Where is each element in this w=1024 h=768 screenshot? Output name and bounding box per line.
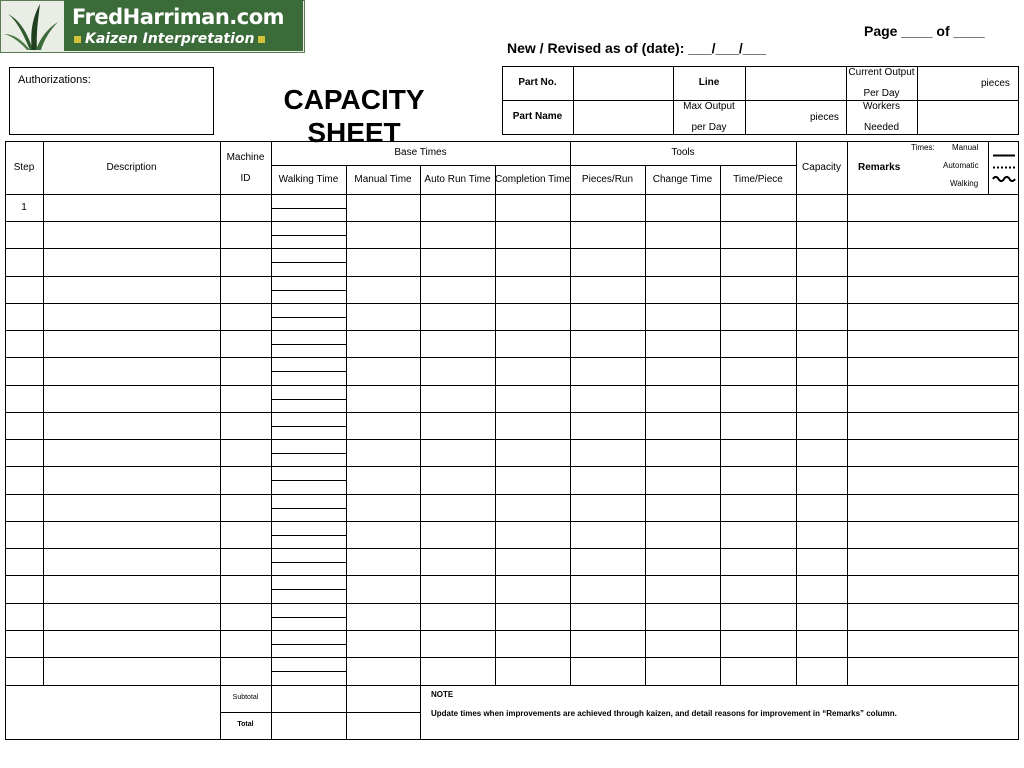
logo-name: FredHarriman.com [72, 5, 285, 29]
sheet-title-line1: CAPACITY [283, 84, 425, 115]
max-output-label-line2: per Day [691, 122, 727, 133]
legend-manual: Manual [952, 143, 979, 152]
part-name-label: Part Name [512, 111, 563, 122]
header-machine-line2: ID [240, 173, 251, 184]
authorizations-label: Authorizations: [18, 74, 91, 86]
header-pieces-run: Pieces/Run [581, 174, 634, 185]
header-manual-time: Manual Time [354, 174, 412, 185]
note-title: NOTE [431, 690, 454, 699]
line-label: Line [698, 77, 720, 88]
header-step: Step [13, 162, 35, 173]
header-time-piece: Time/Piece [733, 174, 783, 185]
step-number: 1 [21, 202, 27, 213]
total-label: Total [237, 721, 254, 728]
max-output-unit: pieces [810, 112, 839, 123]
walking-wavy-line-icon [993, 177, 1015, 181]
workers-label-line2: Needed [863, 122, 900, 133]
header-machine-line1: Machine [226, 152, 265, 163]
legend-automatic: Automatic [943, 161, 979, 170]
header-walking-time: Walking Time [278, 174, 339, 185]
header-auto-run-time: Auto Run Time [424, 174, 491, 185]
workers-label-line1: Workers [862, 101, 901, 112]
current-output-label-line1: Current Output [848, 67, 915, 78]
part-no-label: Part No. [518, 77, 557, 88]
header-description: Description [106, 162, 157, 173]
header-base-times: Base Times [394, 147, 447, 158]
subtotal-label: Subtotal [232, 694, 259, 701]
logo-tagline-text: Kaizen Interpretation [85, 31, 255, 47]
revised-date-label: New / Revised as of (date): ___/___/___ [507, 40, 767, 56]
sheet-title-line2: SHEET [307, 117, 401, 148]
note-text: Update times when improvements are achieved through kaizen, and detail reasons for improvement in “Remarks” column. [431, 709, 897, 718]
max-output-label-line1: Max Output [683, 101, 735, 112]
legend-walking: Walking [950, 179, 979, 188]
header-remarks: Remarks [858, 162, 901, 173]
header-tools: Tools [671, 147, 695, 158]
current-output-unit: pieces [981, 78, 1010, 89]
header-capacity: Capacity [802, 162, 841, 173]
current-output-label-line2: Per Day [863, 88, 900, 99]
legend-title: Times: [911, 143, 935, 152]
page-number-label: Page ____ of ____ [864, 23, 985, 39]
header-completion-time: Completion Time [495, 174, 571, 185]
header-change-time: Change Time [652, 174, 713, 185]
